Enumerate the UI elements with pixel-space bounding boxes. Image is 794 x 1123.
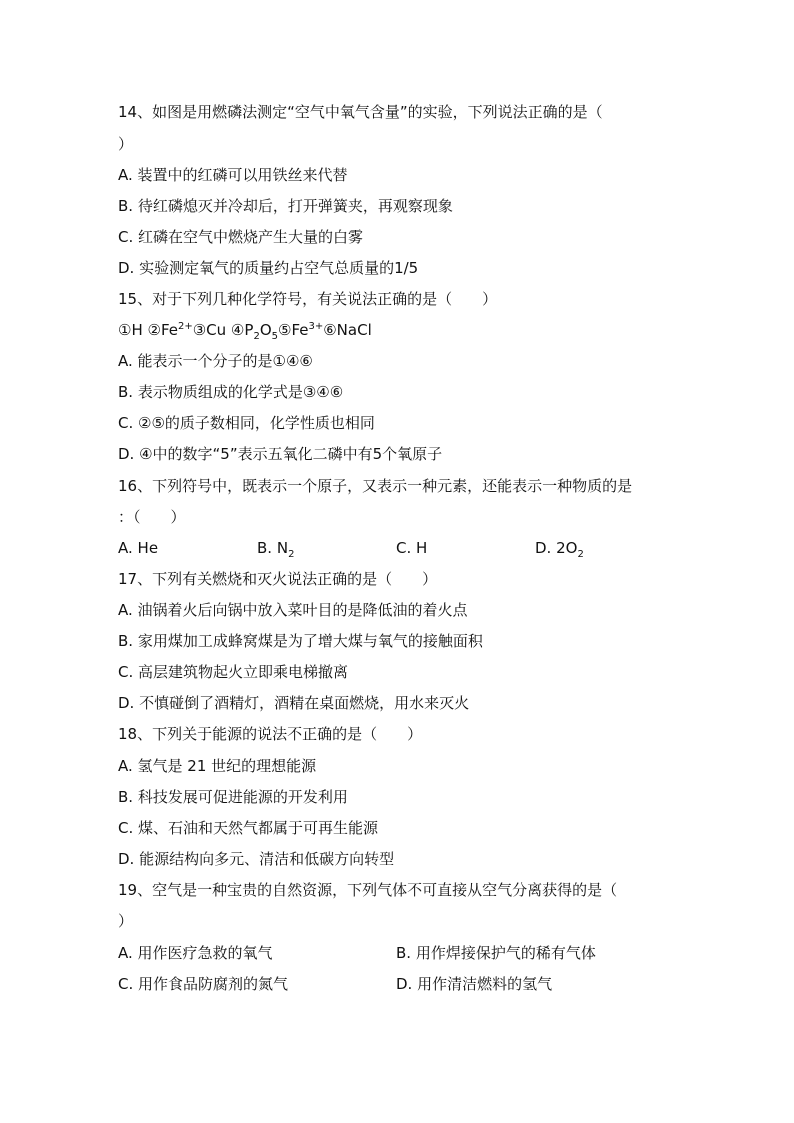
q18-option-a: A. 氢气是 21 世纪的理想能源 [118, 757, 317, 775]
q17-option-d: D. 不慎碰倒了酒精灯，酒精在桌面燃烧，用水来灭火 [118, 694, 470, 712]
q15-symbol-charge: 3+ [308, 321, 324, 332]
q16-stem-cont: ：（ ） [118, 508, 186, 526]
q17-option-a: A. 油锅着火后向锅中放入菜叶目的是降低油的着火点 [118, 601, 468, 619]
q18-option-c: C. 煤、石油和天然气都属于可再生能源 [118, 819, 379, 837]
q15-stem: 15、对于下列几种化学符号，有关说法正确的是（ ） [118, 290, 498, 308]
q14-option-d: D. 实验测定氧气的质量约占空气总质量的1/5 [118, 259, 419, 277]
q15-symbol-charge: 2+ [177, 321, 193, 332]
q16-option-d-text: D. 2O [535, 539, 578, 557]
q18-option-d: D. 能源结构向多元、清洁和低碳方向转型 [118, 850, 395, 868]
q15-symbol-text: ⑥NaCl [323, 321, 372, 339]
q19-option-c: C. 用作食品防腐剂的氮气 [118, 975, 289, 993]
q17-option-c: C. 高层建筑物起火立即乘电梯撤离 [118, 663, 349, 681]
q19-option-a: A. 用作医疗急救的氧气 [118, 944, 273, 962]
q16-stem: 16、下列符号中，既表示一个原子，又表示一种元素，还能表示一种物质的是 [118, 477, 633, 495]
q19-stem: 19、空气是一种宝贵的自然资源，下列气体不可直接从空气分离获得的是（ [118, 881, 618, 899]
q15-symbol-text: ①H ②Fe [118, 321, 178, 339]
q15-option-d: D. ④中的数字“5”表示五氧化二磷中有5个氧原子 [118, 445, 443, 463]
q16-option-d [535, 538, 584, 558]
q19-option-d: D. 用作清洁燃料的氢气 [396, 975, 553, 993]
q19-stem-cont: ） [118, 912, 134, 930]
q18-option-b: B. 科技发展可促进能源的开发利用 [118, 788, 348, 806]
q14-stem-cont: ） [118, 135, 134, 153]
q16-option-b [257, 538, 294, 558]
q16-option-c: C. H [396, 539, 428, 557]
q16-option-b-text: B. N [257, 539, 289, 557]
q19-option-b: B. 用作焊接保护气的稀有气体 [396, 944, 596, 962]
q15-symbol-text: ⑤Fe [278, 321, 309, 339]
q18-stem: 18、下列关于能源的说法不正确的是（ ） [118, 725, 423, 743]
q15-symbol-subscript: 2 [253, 331, 260, 342]
q16-option-b-subscript: 2 [288, 549, 295, 560]
q16-option-a: A. He [118, 539, 159, 557]
q15-option-c: C. ②⑤的质子数相同，化学性质也相同 [118, 414, 375, 432]
q14-option-b: B. 待红磷熄灭并冷却后，打开弹簧夹，再观察现象 [118, 197, 453, 215]
q15-symbol-text: ③Cu ④P [192, 321, 254, 339]
q14-option-a: A. 装置中的红磷可以用铁丝来代替 [118, 166, 348, 184]
q15-symbol-subscript: 5 [271, 331, 278, 342]
q15-option-b: B. 表示物质组成的化学式是③④⑥ [118, 383, 344, 401]
q15-option-a: A. 能表示一个分子的是①④⑥ [118, 352, 313, 370]
q14-option-c: C. 红磷在空气中燃烧产生大量的白雾 [118, 228, 364, 246]
q16-option-d-subscript: 2 [577, 549, 584, 560]
q15-symbols [118, 320, 372, 340]
q15-symbol-text: O [259, 321, 272, 339]
q14-stem: 14、如图是用燃磷法测定“空气中氧气含量”的实验，下列说法正确的是（ [118, 103, 603, 121]
q17-stem: 17、下列有关燃烧和灭火说法正确的是（ ） [118, 570, 438, 588]
q17-option-b: B. 家用煤加工成蜂窝煤是为了增大煤与氧气的接触面积 [118, 632, 483, 650]
